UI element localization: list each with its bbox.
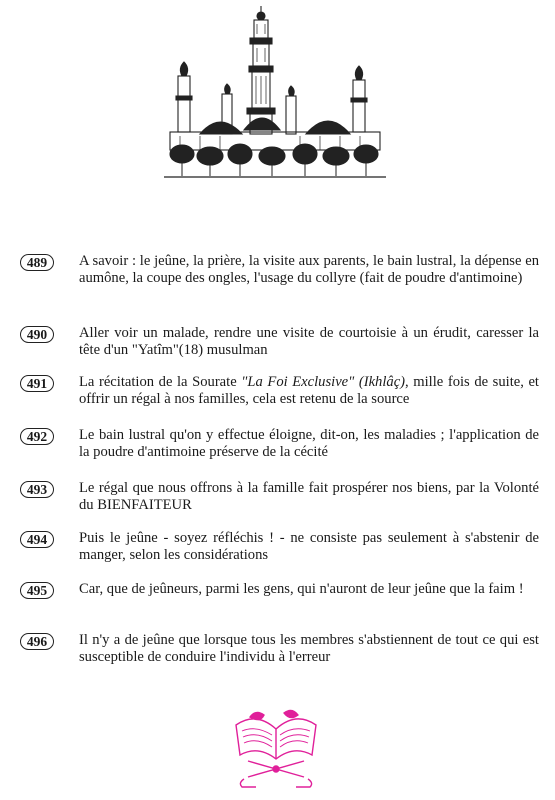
verse-text: Il n'y a de jeûne que lorsque tous les membres s'abstiennent de tout ce qui est susceptible de conduire l'individu à l'erreur (79, 632, 539, 665)
verse-495 (20, 581, 540, 632)
verse-number: 490 (20, 326, 54, 343)
verse-number: 489 (20, 254, 54, 271)
verse-text: Le bain lustral qu'on y effectue éloigne, dit-on, les maladies ; l'application de la poudre d'antimoine préserve de la cécité (79, 427, 539, 460)
verse-number: 495 (20, 582, 54, 599)
verse-number: 491 (20, 375, 54, 392)
verse-489 (20, 253, 540, 325)
verse-492 (20, 427, 540, 480)
verse-494 (20, 530, 540, 581)
quran-on-stand-illustration (230, 703, 322, 789)
verse-text: Aller voir un malade, rendre une visite de courtoisie à un érudit, caresser la tête d'un "Yatîm"(18) musulman (79, 325, 539, 358)
verse-text: Puis le jeûne - soyez réfléchis ! - ne consiste pas seulement à s'abstenir de manger, selon les considérations (79, 530, 539, 563)
verse-number: 493 (20, 481, 54, 498)
verse-text: Le régal que nous offrons à la famille fait prospérer nos biens, par la Volonté du BIENFAITEUR (79, 480, 539, 513)
verse-number: 494 (20, 531, 54, 548)
verse-491 (20, 374, 540, 427)
verse-496 (20, 632, 540, 672)
mosque-illustration (160, 4, 390, 182)
verse-text: La récitation de la Sourate "La Foi Exclusive" (Ikhlâç), mille fois de suite, et offrir un régal à nos familles, cela est retenu de la source (79, 374, 539, 407)
verse-490 (20, 325, 540, 374)
verse-list (20, 253, 540, 672)
verse-text: A savoir : le jeûne, la prière, la visite aux parents, le bain lustral, la dépense en aumône, la coupe des ongles, l'usage du collyre (fait de poudre d'antimoine) (79, 253, 539, 286)
verse-number: 496 (20, 633, 54, 650)
verse-493 (20, 480, 540, 530)
verse-text: Car, que de jeûneurs, parmi les gens, qui n'auront de leur jeûne que la faim ! (79, 581, 524, 597)
verse-number: 492 (20, 428, 54, 445)
